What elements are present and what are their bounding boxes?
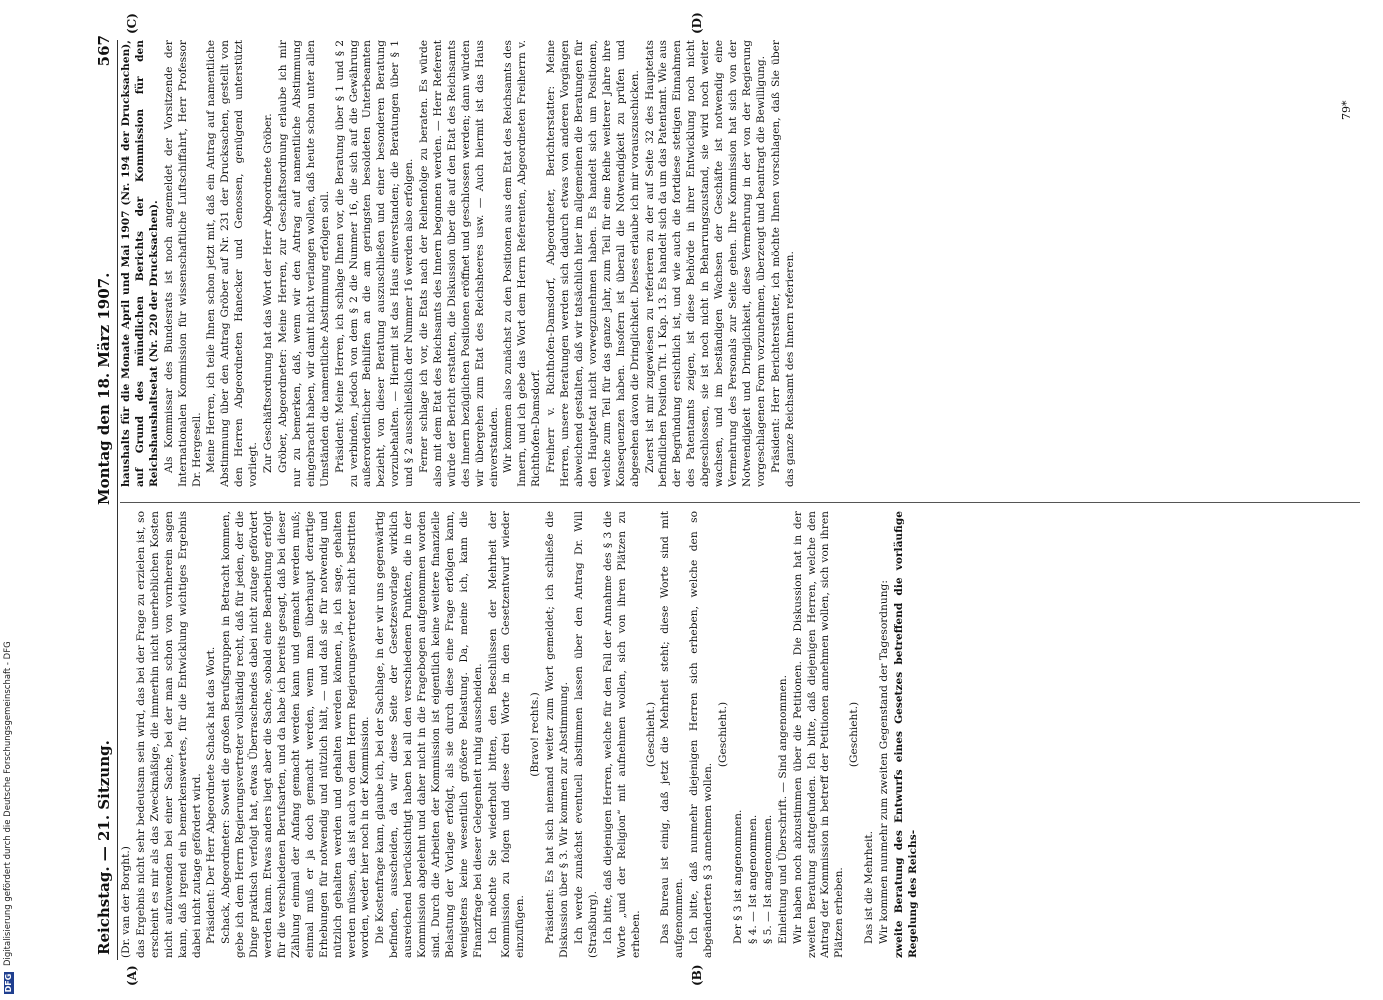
right-column (120, 40, 1360, 487)
paragraph: Wir kommen also zunächst zu den Positionen aus dem Etat des Reichsamts des Innern, und ich gebe das Wort dem Herrn Referenten, Abgeordneten Freiherrn v. Richthofen-Damsdorf. (502, 40, 543, 487)
paragraph: Freiherr v. Richthofen-Damsdorf, Abgeordneter, Berichterstatter: Meine Herren, unsere Beratungen werden sich dadurch etwas von anderen Vorgängen abweichend gestalten, daß wir tatsächlich hier im allgemeinen die Beratungen für den Hauptetat nicht vorwegzunehmen haben. Es handelt sich um Positionen, welche zum Teil für das ganze Jahr, zum Teil für eine Reihe weiterer Jahre ihre Konsequenzen haben. Insofern ist überall die Notwendigkeit zu prüfen und abgesehen davon die Dringlichkeit. Dieses erlaube ich mir vorauszuschicken. (545, 40, 641, 487)
interjection: (Geschieht.) (717, 701, 730, 768)
paragraph: § 5. — Ist angenommen. (761, 814, 774, 944)
header-session-title: Reichstag. — 21. Sitzung. (95, 740, 113, 955)
paragraph: Präsident: Meine Herren, ich schlage Ihnen vor, die Beratung über § 1 und § 2 zu verbinden, jedoch von dem § 2 die Nummer 16, die sich auf die Gewährung außerordentlicher Beihilfen an die am geringsten besoldeten Unterbeamten bezieht, von dieser Beratung auszuschließen und einer besonderen Beratung vorzubehalten. — Hiermit ist das Haus einverstanden; die Beratungen über § 1 und § 2 ausschließlich der Nummer 16 werden also erfolgen. (333, 40, 416, 487)
margin-marker-b: (B) (690, 964, 704, 986)
paragraph: Präsident: Herr Berichterstatter, ich möchte Ihnen vorschlagen, daß Sie über das ganze Reichsamt des Innern referieren. (769, 40, 796, 487)
interjection: (Bravo! rechts.) (529, 692, 542, 777)
paragraph: Die Kostenfrage kann, glaube ich, bei der Sachlage, in der wir uns gegenwärtig befinden, ausscheiden, da wir diese Seite der Gesetzesvorlage wirklich ausreichend berücksichtigt haben bei all den verschiedenen Punkten, die in der Kommission abgelehnt und daher nicht in die Fragebogen aufgenommen worden sind. Durch die Arbeiten der Kommission ist eigentlich keine weitere finanzielle Belastung der Vorlage erfolgt, als sie durch diese eine Frage erfolgen kann, wenigstens keine wesentlich größere Belastung. Da, meine ich, kann die Finanzfrage bei dieser Gelegenheit ruhig ausscheiden. (374, 511, 484, 958)
margin-marker-c: (C) (125, 13, 139, 34)
paragraph: Ich möchte Sie wiederholt bitten, den Beschlüssen der Mehrheit der Kommission zu folgen und diese drei Worte in den Gesetzentwurf wieder einzufügen. (486, 511, 527, 958)
page-number: 567 (95, 35, 113, 67)
left-column (120, 511, 1360, 958)
paragraph: Präsident: Es hat sich niemand weiter zum Wort gemeldet; ich schließe die Diskussion über § 3. Wir kommen zur Abstimmung. (544, 511, 571, 958)
paragraph: Meine Herren, ich teile Ihnen schon jetzt mit, daß ein Antrag auf namentliche Abstimmung über den Antrag Gröber auf Nr. 231 der Drucksachen, gestellt von den Herren Abgeordneten Hanecker und Genossen, genügend unterstützt vorliegt. (205, 40, 260, 487)
margin-marker-a: (A) (125, 965, 139, 986)
paragraph: Schack, Abgeordneter: Soweit die großen Berufsgruppen in Betracht kommen, gebe ich dem Herrn Regierungsvertreter vollständig recht, daß für jeden, der die Dinge praktisch verfolgt hat, etwas Überraschendes dabei nicht zutage gefördert werden kann. Etwas anders liegt aber die Sache, sobald eine Bearbeitung erfolgt für die verschiedenen Berufsarten, und da habe ich bereits gesagt, daß bei dieser Zählung einmal der Anfang gemacht werden kann und gemacht werden muß; einmal muß er ja doch gemacht werden, wenn man überhaupt derartige Erhebungen für notwendig und nützlich hält, — und daß sie für notwendig und nützlich gehalten werden und gehalten werden können, ja, ich sage, gehalten werden müssen, das ist auch von dem Herrn Regierungsvertreter nicht bestritten worden, weder hier noch in der Kommission. (220, 511, 372, 958)
interjection: (Geschieht.) (644, 701, 657, 768)
page-header (95, 35, 117, 955)
paragraph: § 4. — Ist angenommen. (746, 814, 759, 944)
speaker-continuation: (Dr. van der Borght.) (120, 846, 132, 958)
digitization-margin (0, 0, 75, 1000)
paragraph: das Ergebnis nicht sehr bedeutsam sein wird, das bei der Frage zu erzielen ist, so erscheint es mir als das Zweckmäßige, die immerhin nicht unerheblichen Kosten nicht aufzuwenden bei einer Sache, bei der man schon von vornherein sagen kann, daß irgend ein bemerkenswertes, für die Entwicklung wichtiges Ergebnis dabei nicht zutage gefördert wird. (134, 511, 203, 958)
paragraph: Einleitung und Überschrift. — Sind angenommen. (776, 675, 789, 944)
paragraph: Präsident: Der Herr Abgeordnete Schack hat das Wort. (205, 646, 218, 944)
agenda-item-title-continued: haushalts für die Monate April und Mai 1907 (Nr. 194 der Drucksachen), auf Grund des mündlichen Berichts der Kommission für den Reichshaushaltsetat (Nr. 220 der Drucksachen). (120, 40, 160, 487)
interjection: (Geschieht.) (848, 701, 861, 768)
paragraph: Ferner schlage ich vor, die Etats nach der Reihenfolge zu beraten. Es würde also mit dem Etat des Reichsamts des Innern begonnen werden. — Herr Referent würde der Bericht erstatten, die Diskussion über die auf den Etat des Reichsamts des Innern bezüglichen Positionen eröffnet und geschlossen werden; dann würden wir übergehen zum Etat des Reichsheeres usw. — Auch hiermit ist das Haus einverstanden. (418, 40, 500, 487)
paragraph: Zuerst ist mir zugewiesen zu referieren zu der auf Seite 32 des Hauptetats befindlichen Position Tit. 1 Kap. 13. Es handelt sich da um das Patentamt. Wie aus der Begründung ersichtlich ist, und wie auch die fortdiese stetigen Einnahmen des Patentamts zeigen, ist diese Behörde in ihrer Entwicklung noch nicht abgeschlossen, sie ist noch nicht in Beharrungszustand, sie wird noch weiter wachsen, und im beständigen Wachsen der Geschäfte ist notwendig eine Vermehrung des Personals zur Seite gehen. Ihre Kommission hat sich von der Notwendigkeit und Dringlichkeit, diese Vermehrung in der von der Regierung vorgeschlagenen Form vorzunehmen, überzeugt und beantragt die Bewilligung. (643, 40, 767, 487)
digitization-note: Digitalisierung gefördert durch die Deutsche Forschungsgemeinschaft - DFG (3, 641, 13, 966)
header-date: Montag den 18. März 1907. (95, 272, 113, 505)
paragraph: Ich werde zunächst eventuell abstimmen lassen über den Antrag Dr. Will (Straßburg). (573, 511, 599, 958)
header-rule (117, 40, 118, 960)
paragraph: Zur Geschäftsordnung hat das Wort der Herr Abgeordnete Gröber. (262, 113, 275, 473)
dfg-logo: DFG (4, 973, 13, 993)
paragraph: Als Kommissar des Bundesrats ist noch angemeldet der Vorsitzende der Internationalen Kommission für wissenschaftliche Luftschiffahrt, Herr Professor Dr. Hergesell. (162, 40, 203, 487)
margin-marker-d: (D) (690, 12, 704, 34)
paragraph: Das ist die Mehrheit. (863, 831, 876, 944)
signature-mark: 79* (1340, 100, 1353, 120)
paragraph: Gröber, Abgeordneter: Meine Herren, zur Geschäftsordnung erlaube ich mir nur zu bemerken, daß, wenn wir den Antrag auf namentliche Abstimmung eingebracht haben, wir damit nicht verlangen wollen, daß heute schon unter allen Umständen die namentliche Abstimmung erfolgen soll. (276, 40, 331, 487)
paragraph: Ich bitte, daß nunmehr diejenigen Herren sich erheben, welche den so abgeänderten § 3 annehmen wollen. (688, 511, 715, 958)
column-divider (120, 502, 1360, 503)
agenda-item-title: zweite Beratung des Entwurfs eines Gesetzes betreffend die vorläufige Regelung des Reichs- (892, 511, 919, 958)
paragraph: Wir kommen nunmehr zum zweiten Gegenstand der Tagesordnung: (878, 580, 891, 944)
paragraph: Der § 3 ist angenommen. (731, 809, 744, 944)
paragraph: Wir haben noch abzustimmen über die Petitionen. Die Diskussion hat in der zweiten Beratung stattgefunden. Ich bitte, daß diejenigen Herren, welche den Antrag der Kommission in betreff der Petitionen annehmen wollen, sich von ihren Plätzen erheben. (791, 511, 846, 958)
paragraph: Das Bureau ist einig, daß jetzt die Mehrheit steht; diese Worte sind mit aufgenommen. (659, 511, 686, 958)
paragraph: Ich bitte, daß diejenigen Herren, welche für den Fall der Annahme des § 3 die Worte „und der Religion“ mit aufnehmen wollen, sich von ihren Plätzen zu erheben. (601, 511, 642, 958)
